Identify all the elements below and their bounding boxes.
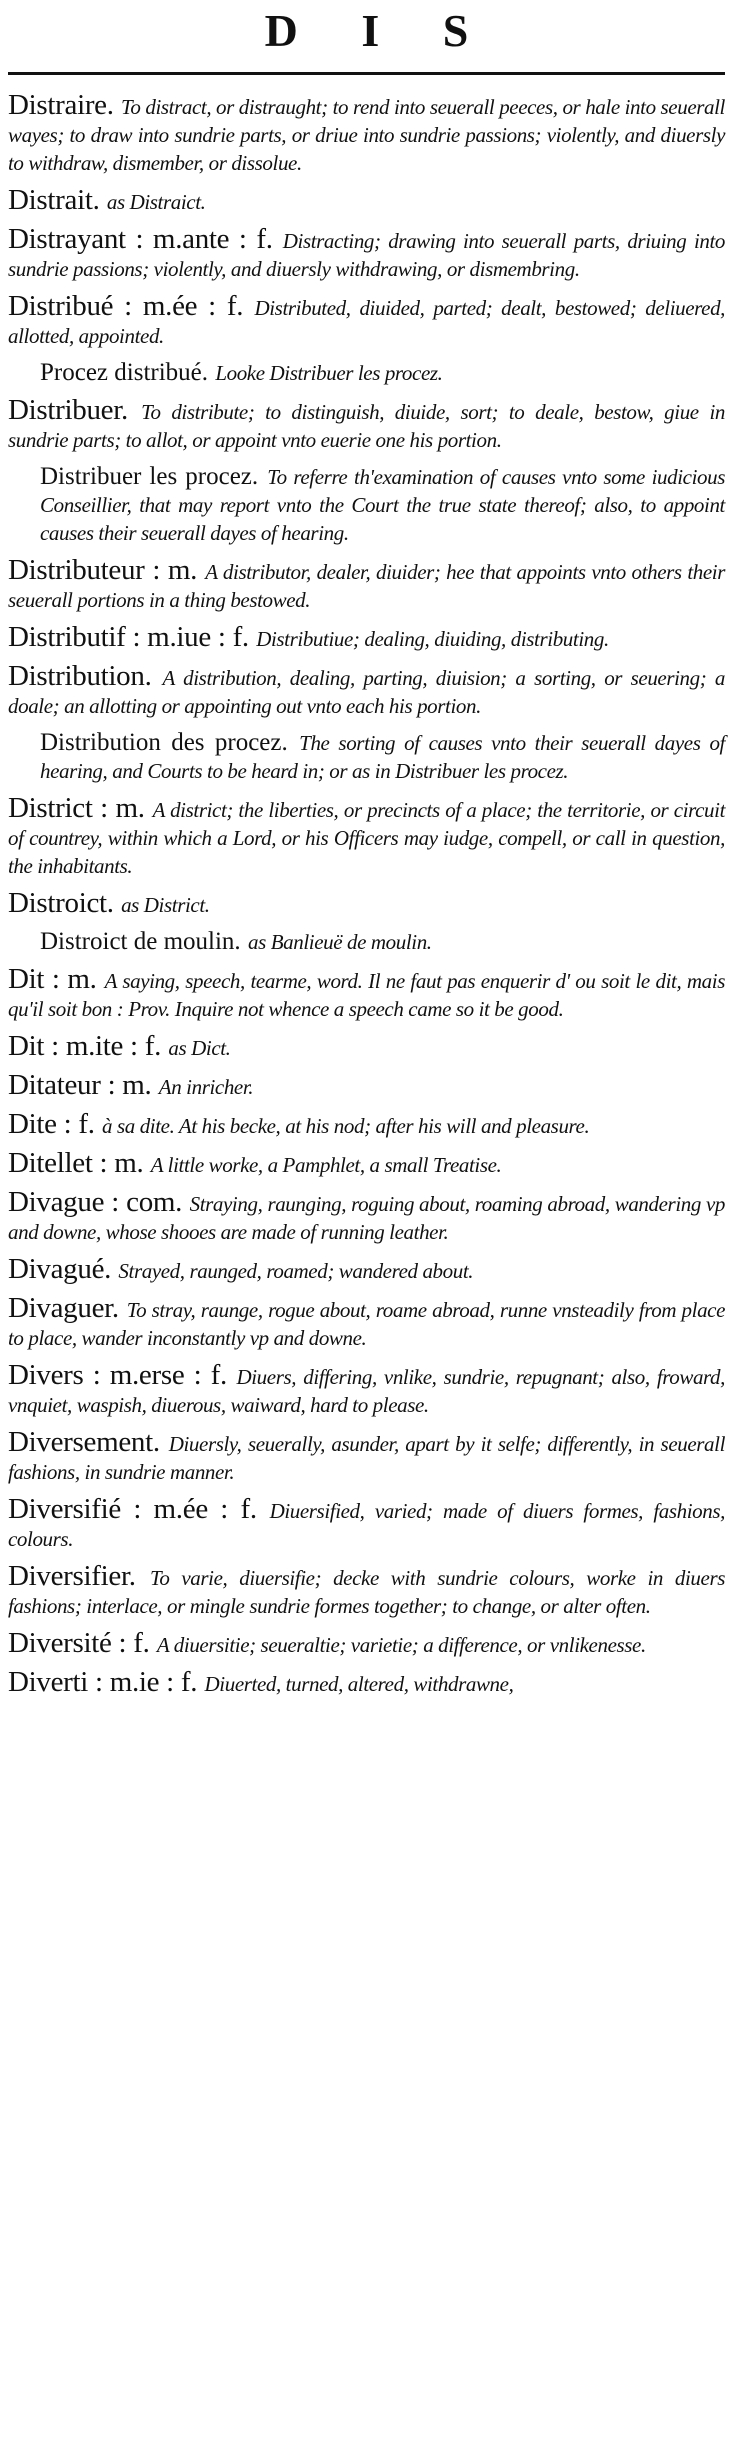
entry-headword: Distributeur : m.: [8, 554, 198, 586]
entry-definition: A diuersitie; seueraltie; varietie; a difference, or vnlikenesse.: [156, 1633, 646, 1657]
entry-definition: Looke Distribuer les procez.: [215, 361, 443, 385]
dictionary-entry: [8, 1668, 725, 1698]
entry-definition: Diuers, differing, vnlike, sundrie, repugnant; also, froward, vnquiet, waspish, diuerous, waiward, hard to please.: [8, 1365, 725, 1417]
header-rule: [8, 72, 725, 75]
dictionary-entry: [8, 186, 725, 216]
dictionary-entry: [8, 1361, 725, 1419]
entry-headword: Ditateur : m.: [8, 1069, 152, 1101]
entry-headword: Divaguer.: [8, 1292, 119, 1324]
dictionary-entry: [8, 1188, 725, 1246]
dictionary-entry: [8, 1495, 725, 1553]
running-head: D I S: [264, 5, 495, 56]
dictionary-entry: [8, 91, 725, 177]
dictionary-entry: [8, 1294, 725, 1352]
entry-headword: Diversifier.: [8, 1560, 136, 1592]
entry-definition: à sa dite. At his becke, at his nod; after his will and pleasure.: [102, 1114, 590, 1138]
dictionary-entry: [8, 1629, 725, 1659]
dictionary-entry: [8, 1110, 725, 1140]
sub-entry: [8, 928, 725, 956]
sub-entry: [8, 359, 725, 387]
entry-headword: Ditellet : m.: [8, 1147, 144, 1179]
entry-headword: Diversité : f.: [8, 1627, 150, 1659]
entry-headword: Distribution.: [8, 660, 152, 692]
entry-headword: Dite : f.: [8, 1108, 95, 1140]
sub-entry: [8, 463, 725, 547]
entry-definition: Distracting; drawing into seuerall parts, driuing into sundrie passions; violently, and diuersly withdrawing, or dismembring.: [8, 229, 726, 281]
entry-definition: Diuersified, varied; made of diuers formes, fashions, colours.: [8, 1499, 726, 1551]
entry-definition: To distribute; to distinguish, diuide, sort; to deale, bestow, giue in sundrie parts; to allot, or appoint vnto euerie one his portion.: [8, 400, 725, 452]
dictionary-entry: [8, 889, 725, 919]
entry-headword: Distroict de moulin.: [40, 928, 241, 955]
entry-headword: Dit : m.ite : f.: [8, 1030, 162, 1062]
dictionary-entry: [8, 1032, 725, 1062]
entry-definition: Straying, raunging, roguing about, roaming abroad, wandering vp and downe, whose shooes are made of running leather.: [8, 1192, 726, 1244]
dictionary-entry: [8, 292, 725, 350]
sub-entry: [8, 729, 725, 785]
dictionary-entry: [8, 662, 725, 720]
entry-definition: A little worke, a Pamphlet, a small Treatise.: [150, 1153, 502, 1177]
entry-headword: Dit : m.: [8, 963, 97, 995]
entry-definition: Distributed, diuided, parted; dealt, bestowed; deliuered, allotted, appointed.: [8, 296, 726, 348]
entry-definition: as District.: [121, 893, 210, 917]
entry-headword: Distribuer.: [8, 394, 128, 426]
dictionary-entry: [8, 965, 725, 1023]
entry-headword: Procez distribué.: [40, 359, 209, 386]
entry-headword: Distribution des procez.: [40, 729, 288, 756]
dictionary-entry: [8, 225, 725, 283]
dictionary-entry: [8, 1255, 725, 1285]
entry-definition: A saying, speech, tearme, word. Il ne faut pas enquerir d' ou soit le dit, mais qu'il soit bon : Prov. Inquire not whence a speech came so it be good.: [8, 969, 725, 1021]
entry-headword: Divague : com.: [8, 1186, 183, 1218]
entry-definition: as Banlieuë de moulin.: [247, 930, 432, 954]
entry-headword: Distrait.: [8, 184, 100, 216]
dictionary-entry: [8, 623, 725, 653]
entry-definition: To varie, diuersifie; decke with sundrie colours, worke in diuers fashions; interlace, or mingle sundrie formes together; to change, or alter often.: [8, 1566, 725, 1618]
entry-definition: Strayed, raunged, roamed; wandered about.: [118, 1259, 474, 1283]
entry-definition: A distribution, dealing, parting, diuision; a sorting, or seuering; a doale; an allotting or appointing out vnto each his portion.: [8, 666, 725, 718]
entry-headword: Divers : m.erse : f.: [8, 1359, 227, 1391]
entry-definition: A distributor, dealer, diuider; hee that appoints vnto others their seuerall portions in a thing bestowed.: [8, 560, 725, 612]
entry-headword: Diversement.: [8, 1426, 160, 1458]
dictionary-entry: [8, 396, 725, 454]
entry-definition: To referre th'examination of causes vnto some iudicious Conseillier, that may report vnto the Court the true state thereof; also, to appoint causes their seuerall dayes of hearing.: [40, 465, 726, 545]
entry-definition: Diuerted, turned, altered, withdrawne,: [204, 1672, 514, 1696]
entry-headword: Diverti : m.ie : f.: [8, 1666, 198, 1698]
entry-headword: Distrayant : m.ante : f.: [8, 223, 273, 255]
entry-definition: To stray, raunge, rogue about, roame abroad, runne vnsteadily from place to place, wander inconstantly vp and downe.: [8, 1298, 726, 1350]
dictionary-entry: [8, 794, 725, 880]
entry-headword: District : m.: [8, 792, 145, 824]
entry-headword: Distribuer les procez.: [40, 463, 259, 490]
entry-definition: Distributiue; dealing, diuiding, distributing.: [256, 627, 609, 651]
entry-headword: Divagué.: [8, 1253, 112, 1285]
entry-definition: The sorting of causes vnto their seuerall dayes of hearing, and Courts to be heard in; or as in Distribuer les procez.: [40, 731, 725, 783]
entry-definition: as Distraict.: [106, 190, 206, 214]
dictionary-entry: [8, 1428, 725, 1486]
entry-headword: Distroict.: [8, 887, 114, 919]
entry-definition: A district; the liberties, or precincts of a place; the territorie, or circuit of countrey, within which a Lord, or his Officers may iudge, compell, or call in question, the inhabitants.: [8, 798, 726, 878]
entry-definition: An inricher.: [158, 1075, 254, 1099]
dictionary-entry: [8, 1149, 725, 1179]
dictionary-entry: [8, 556, 725, 614]
dictionary-entry: [8, 1071, 725, 1101]
entry-definition: Diuersly, seuerally, asunder, apart by it selfe; differently, in seuerall fashions, in sundrie manner.: [8, 1432, 726, 1484]
entry-definition: To distract, or distraught; to rend into seuerall peeces, or hale into seuerall wayes; to draw into sundrie parts, or driue into sundrie passions; violently, and diuersly to withdraw, dismember, or dissolue.: [8, 95, 725, 175]
entry-list: [8, 91, 725, 1698]
entry-headword: Distribué : m.ée : f.: [8, 290, 244, 322]
entry-headword: Diversifié : m.ée : f.: [8, 1493, 257, 1525]
dictionary-entry: [8, 1562, 725, 1620]
entry-definition: as Dict.: [168, 1036, 231, 1060]
entry-headword: Distraire.: [8, 89, 114, 121]
entry-headword: Distributif : m.iue : f.: [8, 621, 249, 653]
